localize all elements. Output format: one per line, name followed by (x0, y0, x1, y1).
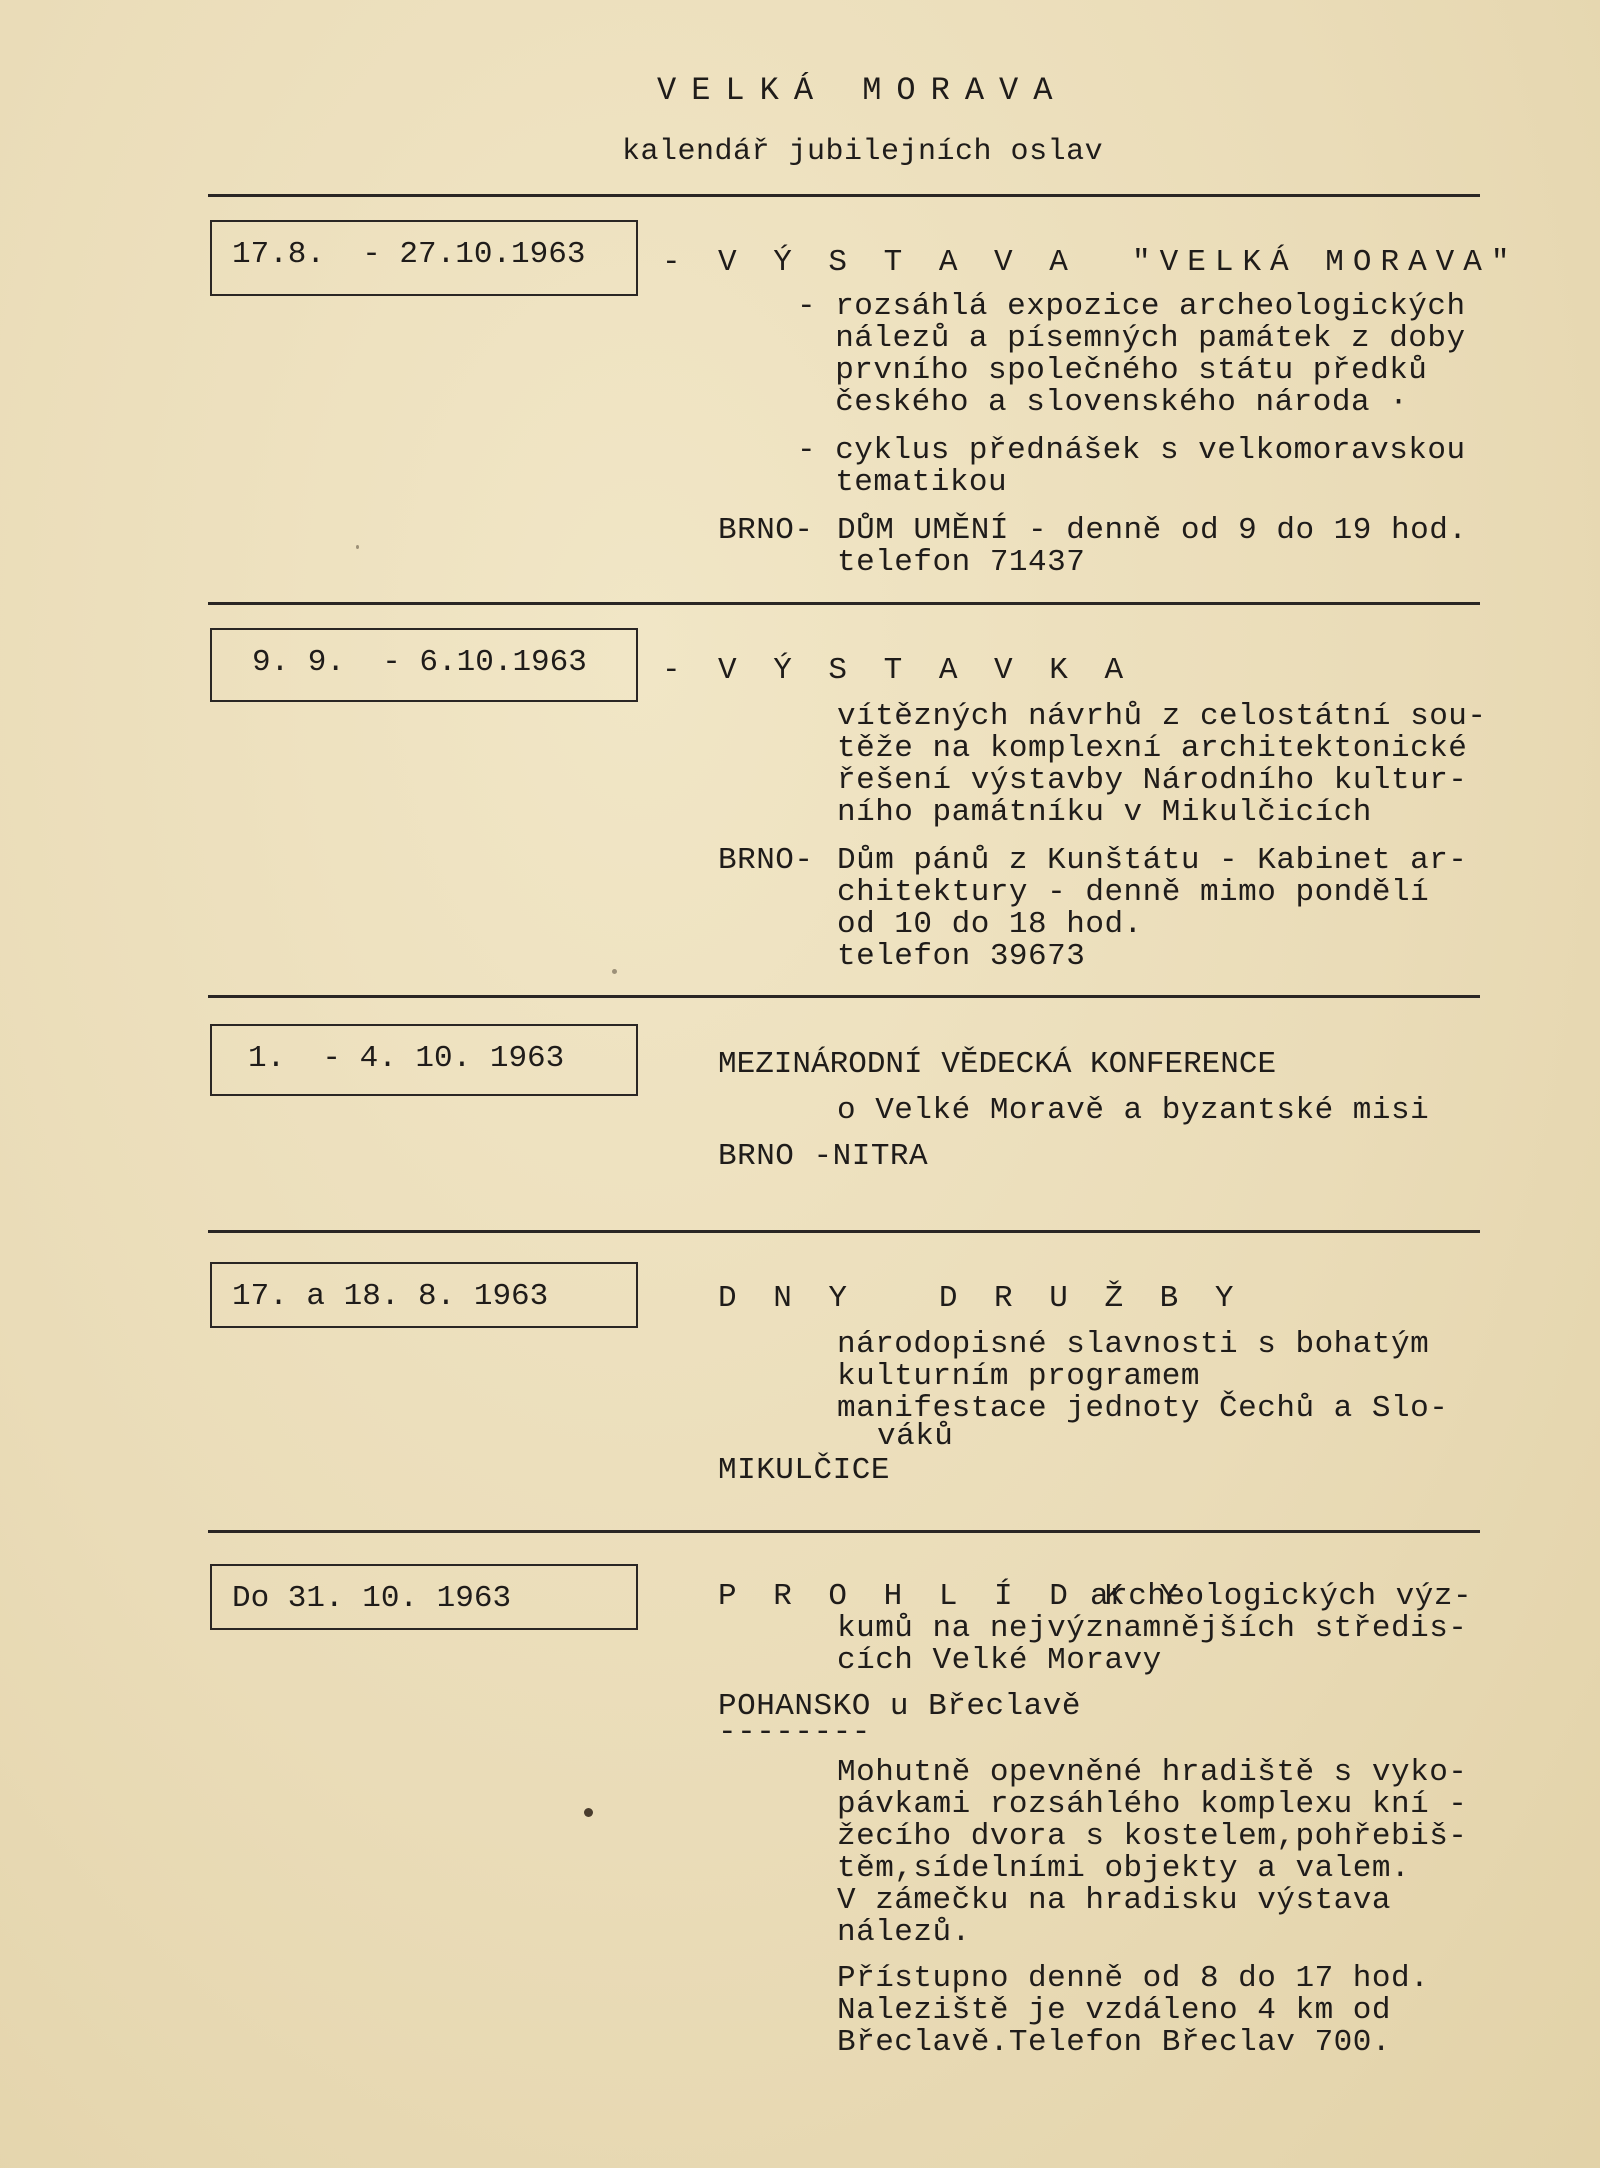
event-description-line: vítězných návrhů z celostátní sou- (837, 699, 1487, 734)
event-date-box: 17. a 18. 8. 1963 (210, 1262, 638, 1328)
document-subtitle: kalendář jubilejních oslav (622, 135, 1104, 169)
event-place: MIKULČICE (718, 1453, 890, 1488)
event-description-line: ního památníku v Mikulčicích (837, 795, 1372, 830)
event-place-line: telefon 71437 (837, 545, 1086, 580)
event-heading: P R O H L Í D K Y (718, 1579, 1188, 1614)
section-divider (208, 995, 1480, 998)
event-heading-line: kumů na nejvýznamnějších středis- (837, 1611, 1468, 1646)
event-access-line: Přístupno denně od 8 do 17 hod. (837, 1961, 1430, 1996)
section-divider (208, 194, 1480, 197)
event-heading: D N Y D R U Ž B Y (718, 1281, 1243, 1316)
event-heading-line: cích Velké Moravy (837, 1643, 1162, 1678)
event-heading-continuation: archeologických výz- (1090, 1579, 1473, 1614)
document-title: VELKÁ MORAVA (657, 72, 1068, 109)
event-description-line: žecího dvora s kostelem,pohřebiš- (837, 1819, 1468, 1854)
event-place-line: DŮM UMĚNÍ - denně od 9 do 19 hod. (837, 513, 1468, 548)
event-place-line: chitektury - denně mimo pondělí (837, 875, 1430, 910)
event-description-line: - rozsáhlá expozice archeologických (797, 289, 1466, 324)
event-heading: MEZINÁRODNÍ VĚDECKÁ KONFERENCE (718, 1047, 1277, 1082)
event-place: BRNO- (718, 513, 814, 548)
event-description-line: národopisné slavnosti s bohatým (837, 1327, 1430, 1362)
event-description-line: Mohutně opevněné hradiště s vyko- (837, 1755, 1468, 1790)
event-date-box: 17.8. - 27.10.1963 (210, 220, 638, 296)
event-description-line: - cyklus přednášek s velkomoravskou (797, 433, 1466, 468)
event-date-box: 9. 9. - 6.10.1963 (210, 628, 638, 702)
event-description-line: řešení výstavby Národního kultur- (837, 763, 1468, 798)
event-heading: V Ý S T A V A "VELKÁ MORAVA" (718, 245, 1519, 280)
event-date-box: Do 31. 10. 1963 (210, 1564, 638, 1630)
event-description-line: manifestace jednoty Čechů a Slo- (837, 1391, 1449, 1426)
event-heading: V Ý S T A V K A (718, 653, 1133, 688)
event-place: POHANSKO u Břeclavě (718, 1689, 1081, 1724)
event-description-line: váků (877, 1419, 954, 1454)
event-access-line: Naleziště je vzdáleno 4 km od (837, 1993, 1391, 2028)
event-place: BRNO- (718, 843, 814, 878)
paper-speck (584, 1808, 593, 1817)
event-place-line: od 10 do 18 hod. (837, 907, 1143, 942)
event-description-line: kulturním programem (837, 1359, 1200, 1394)
event-description-line: těže na komplexní architektonické (837, 731, 1468, 766)
section-divider (208, 602, 1480, 605)
event-place-underline: -------- (718, 1715, 871, 1750)
section-divider (208, 1230, 1480, 1233)
event-description-line: nálezů a písemných památek z doby (797, 321, 1466, 356)
event-access-line: Břeclavě.Telefon Břeclav 700. (837, 2025, 1391, 2060)
event-description-line: těm,sídelními objekty a valem. (837, 1851, 1411, 1886)
event-description-line: nálezů. (837, 1915, 971, 1950)
event-description-line: prvního společného státu předků (797, 353, 1428, 388)
event-place-line: Dům pánů z Kunštátu - Kabinet ar- (837, 843, 1468, 878)
event-description-line: tematikou (797, 465, 1008, 500)
event-dash: - (662, 653, 682, 688)
event-description-line: pávkami rozsáhlého komplexu kní - (837, 1787, 1468, 1822)
paper-speck (612, 969, 617, 974)
event-dash: - (662, 245, 682, 280)
event-description-line: o Velké Moravě a byzantské misi (837, 1093, 1430, 1128)
event-description-line: českého a slovenského národa · (797, 385, 1409, 420)
event-place: BRNO -NITRA (718, 1139, 929, 1174)
paper-speck (356, 545, 359, 549)
section-divider (208, 1530, 1480, 1533)
event-date-box: 1. - 4. 10. 1963 (210, 1024, 638, 1096)
event-place-line: telefon 39673 (837, 939, 1086, 974)
event-description-line: V zámečku na hradisku výstava (837, 1883, 1391, 1918)
